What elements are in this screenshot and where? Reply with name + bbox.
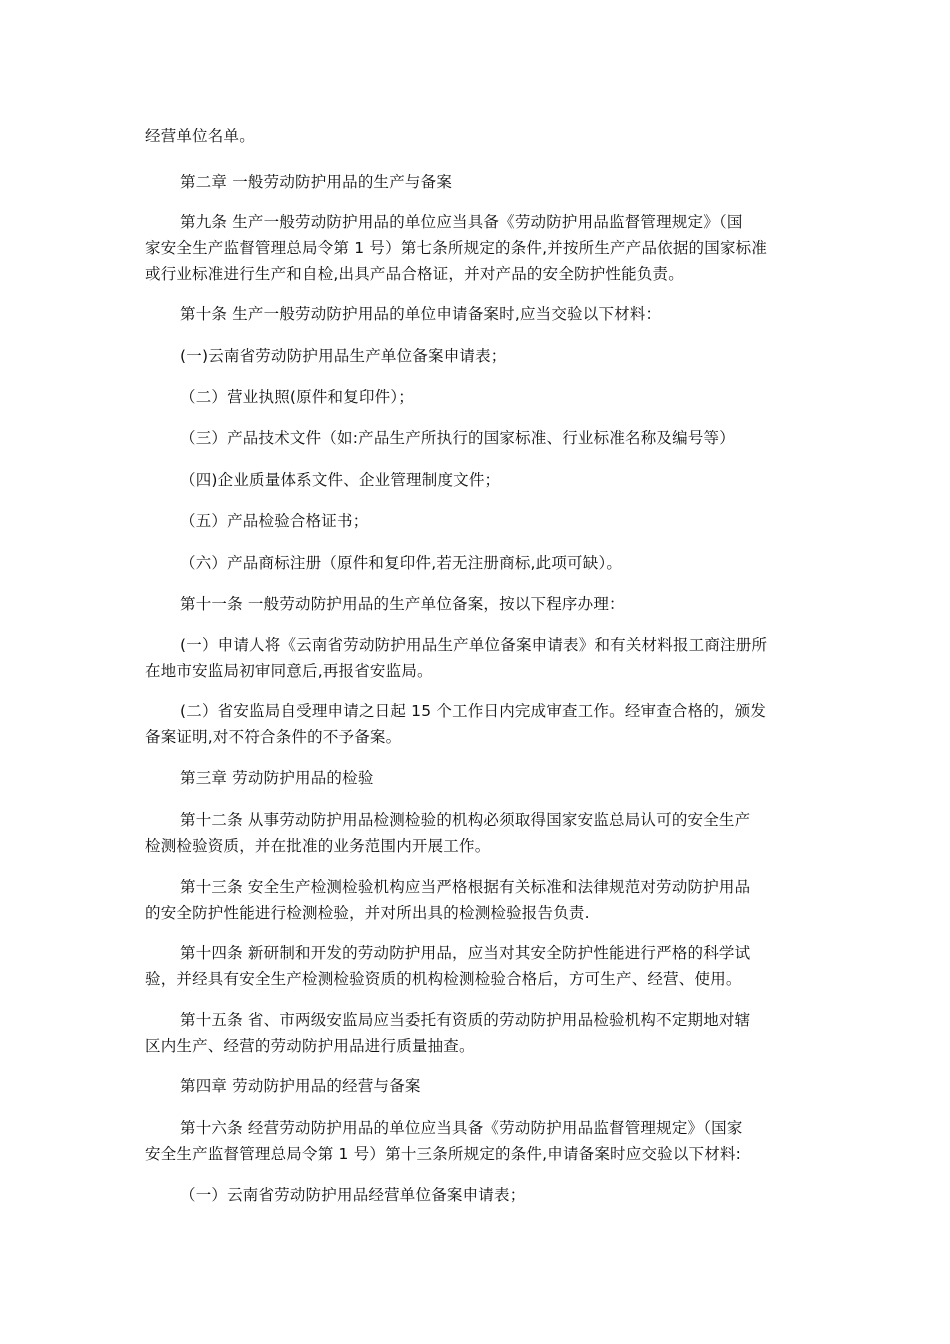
list-item: （三）产品技术文件（如:产品生产所执行的国家标准、行业标准名称及编号等） [180,429,735,447]
list-item: （一）云南省劳动防护用品经营单位备案申请表； [180,1186,526,1204]
procedure-step-1-line-1: (一）申请人将《云南省劳动防护用品生产单位备案申请表》和有关材料报工商注册所 [180,636,768,654]
article-16 [145,1115,810,1167]
list-item: (一)云南省劳动防护用品生产单位备案申请表； [180,347,507,365]
list-item: （二）营业执照(原件和复印件）； [180,388,414,406]
article-13-line-2: 的安全防护性能进行检测检验，并对所出具的检测检验报告负责. [145,904,590,922]
article-11: 第十一条 一般劳动防护用品的生产单位备案，按以下程序办理： [180,595,625,613]
procedure-step-2-line-1: (二）省安监局自受理申请之日起 15 个工作日内完成审查工作。经审查合格的，颁发 [180,702,767,720]
list-item: （五）产品检验合格证书； [180,512,369,530]
article-13 [145,874,810,926]
procedure-step-2-line-2: 备案证明,对不符合条件的不予备案。 [145,728,402,746]
article-13-line-1: 第十三条 安全生产检测检验机构应当严格根据有关标准和法律规范对劳动防护用品 [180,878,751,896]
article-12-line-1: 第十二条 从事劳动防护用品检测检验的机构必须取得国家安监总局认可的安全生产 [180,811,751,829]
chapter-heading: 第二章 一般劳动防护用品的生产与备案 [180,173,453,191]
article-9 [145,209,810,287]
article-9-line-3: 或行业标准进行生产和自检,出具产品合格证，并对产品的安全防护性能负责。 [145,265,684,283]
article-14-line-1: 第十四条 新研制和开发的劳动防护用品，应当对其安全防护性能进行严格的科学试 [180,944,751,962]
article-15 [145,1007,810,1059]
article-12 [145,807,810,859]
article-10: 第十条 生产一般劳动防护用品的单位申请备案时,应当交验以下材料： [180,305,662,323]
article-9-line-2: 家安全生产监督管理总局令第 1 号）第七条所规定的条件,并按所生产产品依据的国家标准 [145,239,768,257]
procedure-step-2 [145,698,810,750]
chapter-heading: 第三章 劳动防护用品的检验 [180,769,374,787]
procedure-step-1 [145,632,810,684]
article-9-line-1: 第九条 生产一般劳动防护用品的单位应当具备《劳动防护用品监督管理规定》（国 [180,213,743,231]
article-16-line-2: 安全生产监督管理总局令第 1 号）第十三条所规定的条件,申请备案时应交验以下材料: [145,1145,742,1163]
list-item: （四)企业质量体系文件、企业管理制度文件； [180,471,501,489]
article-16-line-1: 第十六条 经营劳动防护用品的单位应当具备《劳动防护用品监督管理规定》（国家 [180,1119,743,1137]
article-12-line-2: 检测检验资质，并在批准的业务范围内开展工作。 [145,837,491,855]
article-15-line-2: 区内生产、经营的劳动防护用品进行质量抽查。 [145,1037,475,1055]
article-14 [145,940,810,992]
article-14-line-2: 验，并经具有安全生产检测检验资质的机构检测检验合格后，方可生产、经营、使用。 [145,970,742,988]
paragraph: 经营单位名单。 [145,127,255,145]
list-item: （六）产品商标注册（原件和复印件,若无注册商标,此项可缺）。 [180,554,623,572]
article-15-line-1: 第十五条 省、市两级安监局应当委托有资质的劳动防护用品检验机构不定期地对辖 [180,1011,751,1029]
procedure-step-1-line-2: 在地市安监局初审同意后,再报省安监局。 [145,662,433,680]
chapter-heading: 第四章 劳动防护用品的经营与备案 [180,1077,421,1095]
